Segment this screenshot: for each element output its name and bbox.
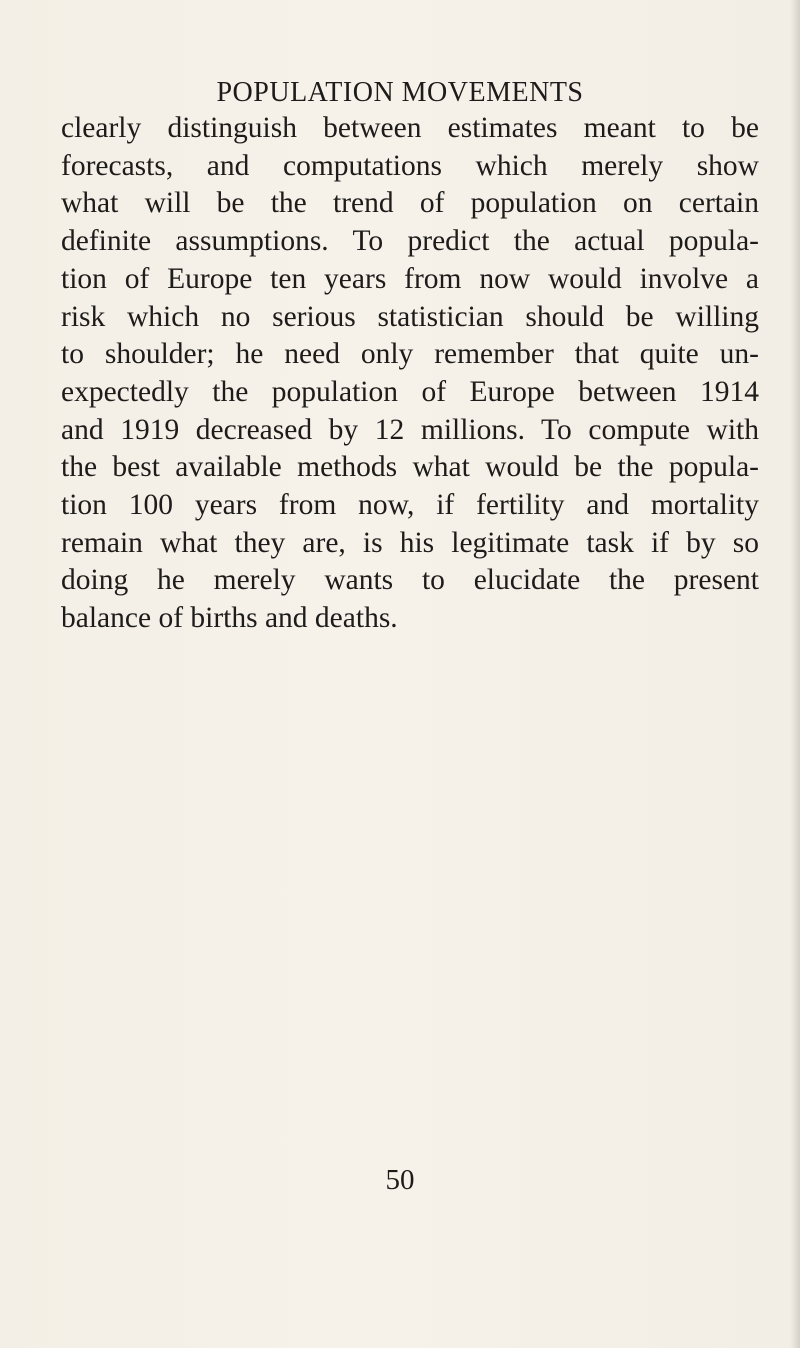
body-paragraph (61, 110, 759, 638)
text-line: balance of births and deaths. (61, 602, 398, 635)
text-line: expectedly the population of Europe between 1914 (61, 375, 759, 408)
text-line: forecasts, and computations which merely show (61, 149, 759, 182)
page-number: 50 (385, 1164, 415, 1196)
text-line: doing he merely wants to elucidate the present (61, 564, 759, 597)
text-line: definite assumptions. To predict the actual popula- (61, 225, 759, 258)
text-line: risk which no serious statistician should be willing (61, 300, 759, 333)
running-head: POPULATION MOVEMENTS (216, 77, 584, 108)
text-line: to shoulder; he need only remember that quite un- (61, 338, 759, 371)
text-line: what will be the trend of population on certain (61, 187, 759, 220)
text-line: clearly distinguish between estimates meant to be (61, 112, 759, 144)
text-line: remain what they are, is his legitimate task if by so (61, 526, 759, 559)
text-line: tion 100 years from now, if fertility and mortality (61, 489, 759, 522)
text-line: tion of Europe ten years from now would involve a (61, 262, 759, 295)
text-line: the best available methods what would be the popula- (61, 451, 759, 484)
text-line: and 1919 decreased by 12 millions. To compute with (61, 413, 759, 446)
